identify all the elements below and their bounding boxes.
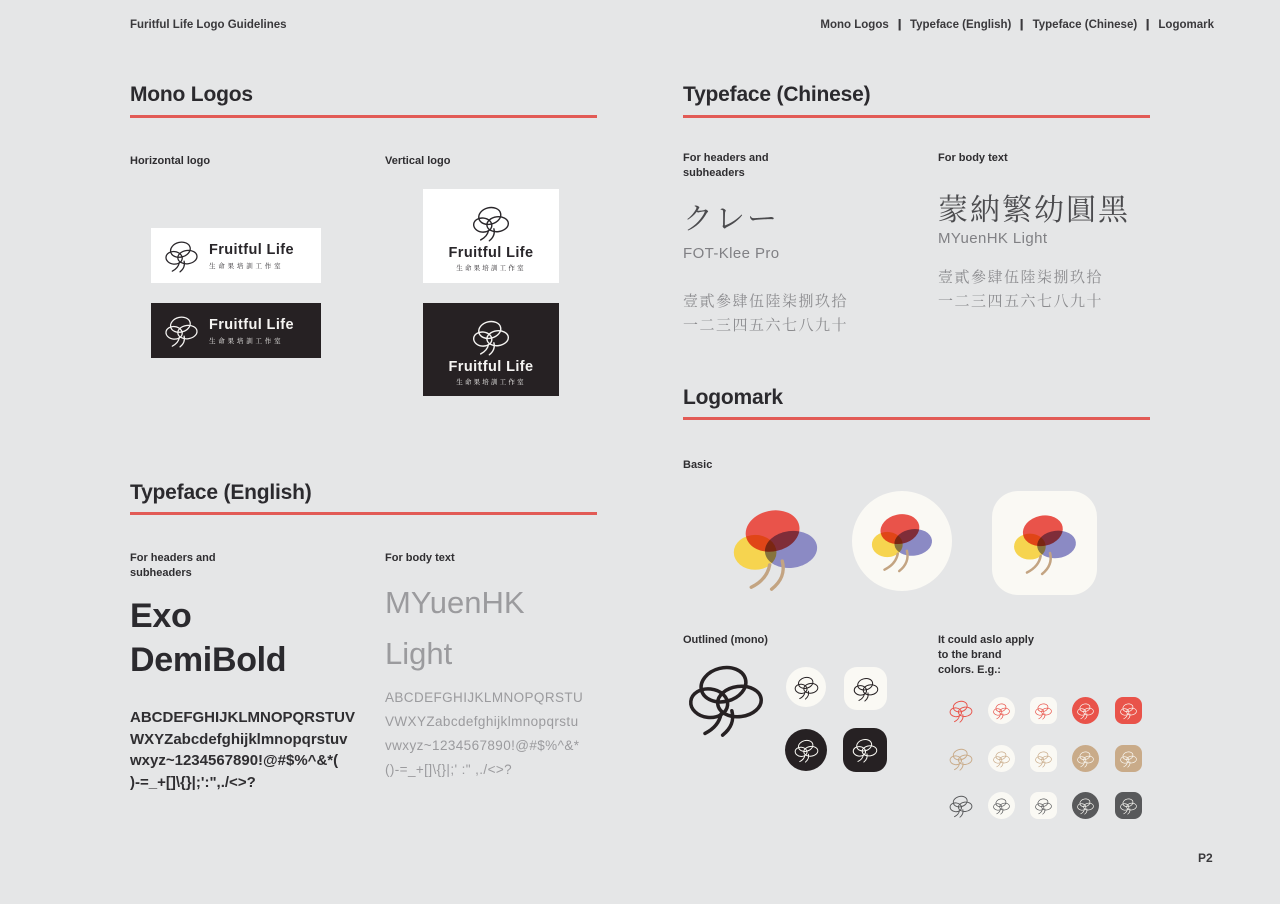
fruit-mark-icon	[793, 738, 820, 763]
chinese-body-sample: 蒙納繁幼圓黑	[938, 194, 1130, 227]
note-line: to the brand	[938, 649, 1002, 661]
wordmark: Fruitful Life	[209, 316, 294, 333]
fruit-logomark-outline-icon	[163, 239, 200, 273]
body-font-specimen	[385, 577, 525, 679]
charset-line: wxyz~1234567890!@#$%^&*(	[130, 752, 339, 769]
fruit-mark-icon	[852, 676, 880, 702]
nav-item-typeface-english[interactable]: Typeface (English)	[909, 19, 1012, 31]
section-title-typeface-chinese: Typeface (Chinese)	[683, 83, 871, 106]
body-usage-label: For body text	[938, 152, 1008, 164]
brand-badge	[1115, 792, 1142, 819]
label-line: subheaders	[683, 167, 745, 179]
body-font-charset	[385, 686, 615, 782]
section-title-mono-logos: Mono Logos	[130, 83, 253, 106]
charset-line: vwxyz~1234567890!@#$%^&*	[385, 738, 580, 753]
page-number: P2	[1198, 851, 1213, 865]
charset-line: )-=_+[]\{}|;':",./<>?	[130, 773, 256, 791]
charset-line: WXYZabcdefghijklmnopqrstuv	[130, 730, 348, 748]
section-title-typeface-english: Typeface (English)	[130, 481, 312, 504]
section-rule	[130, 512, 597, 515]
numerals-line: 一二三四五六七八九十	[683, 317, 849, 334]
vertical-logo-label: Vertical logo	[385, 155, 451, 167]
brand-badge	[988, 792, 1015, 819]
fruit-logomark-color-icon	[867, 508, 937, 574]
top-nav	[820, 19, 1214, 31]
nav-separator: |	[897, 19, 902, 31]
brand-badge	[1030, 697, 1057, 724]
chinese-header-font-name: FOT-Klee Pro	[683, 245, 780, 262]
fruit-mark-icon	[992, 702, 1011, 720]
fruit-mark-icon	[1119, 797, 1138, 815]
fruit-logomark-outline-icon	[163, 314, 200, 348]
font-name-line: Exo	[130, 597, 192, 635]
brand-badge	[1115, 745, 1142, 772]
brand-badge	[1030, 792, 1057, 819]
fruit-logomark-color-icon	[727, 500, 824, 595]
body-usage-label: For body text	[385, 552, 455, 564]
chinese-body-numerals	[938, 266, 1103, 314]
brand-badge	[1072, 792, 1099, 819]
section-rule	[130, 115, 597, 118]
nav-separator: |	[1019, 19, 1025, 31]
font-name-line: MYuenHK	[385, 585, 525, 620]
header-font-charset	[130, 707, 380, 793]
section-rule	[683, 115, 1150, 118]
headers-usage-label	[683, 151, 769, 181]
fruit-mark-icon	[851, 737, 879, 763]
numerals-line: 壹貳參肆伍陸柒捌玖拾	[938, 269, 1104, 286]
wordmark: Fruitful Life	[209, 241, 294, 258]
font-name-line: DemiBold	[130, 641, 287, 679]
brand-badge	[947, 697, 974, 724]
basic-label: Basic	[683, 459, 713, 471]
wordmark: Fruitful Life	[448, 358, 534, 375]
fruit-mark-icon	[1119, 702, 1138, 720]
charset-line: ABCDEFGHIJKLMNOPQRSTUV	[130, 709, 356, 726]
doc-title: Furitful Life Logo Guidelines	[130, 19, 287, 31]
nav-item-mono-logos[interactable]: Mono Logos	[820, 19, 889, 31]
brand-colors-note	[938, 633, 1034, 678]
horizontal-lockup	[151, 228, 321, 283]
mono-badge	[786, 667, 826, 707]
charset-line: VWXYZabcdefghijklmnopqrstu	[385, 714, 579, 729]
vertical-logo-light-card	[423, 189, 559, 283]
wordmark: Fruitful Life	[448, 245, 534, 261]
nav-item-typeface-chinese[interactable]: Typeface (Chinese)	[1032, 19, 1138, 31]
brand-badge	[1115, 697, 1142, 724]
fruit-logomark-color-icon	[1009, 509, 1081, 577]
chinese-header-numerals	[683, 290, 848, 338]
fruit-mark-icon	[948, 794, 974, 818]
fruit-mark-icon	[992, 797, 1011, 815]
wordmark-block	[209, 242, 294, 270]
wordmark-chinese: 生命果培訓工作室	[456, 265, 526, 272]
fruit-mark-icon	[1076, 797, 1095, 815]
fruit-mark-icon	[1034, 797, 1053, 815]
fruit-logomark-outline-icon	[470, 318, 512, 356]
wordmark-block	[209, 317, 294, 345]
note-line: It could aslo apply	[938, 634, 1034, 646]
horizontal-logo-dark-card	[151, 303, 321, 358]
fruit-mark-icon	[1034, 750, 1053, 768]
nav-separator: |	[1145, 19, 1151, 31]
wordmark-chinese: 生命果培訓工作室	[209, 337, 284, 345]
font-name-line: Light	[385, 636, 453, 671]
outlined-label: Outlined (mono)	[683, 634, 768, 646]
brand-badge	[988, 745, 1015, 772]
brand-badge	[947, 745, 974, 772]
header-font-specimen	[130, 594, 286, 682]
nav-item-logomark[interactable]: Logomark	[1158, 19, 1214, 31]
section-title-logomark: Logomark	[683, 386, 783, 409]
fruit-logomark-outline-icon	[470, 204, 512, 242]
numerals-line: 一二三四五六七八九十	[938, 293, 1104, 310]
fruit-mark-icon	[1076, 750, 1095, 768]
headers-usage-label	[130, 551, 216, 581]
label-line: For headers and	[130, 552, 216, 564]
brand-badge	[1072, 697, 1099, 724]
brand-badge	[1072, 745, 1099, 772]
fruit-mark-icon	[1034, 702, 1053, 720]
chinese-header-sample: クレー	[683, 203, 779, 236]
fruit-mark-icon	[1076, 702, 1095, 720]
horizontal-logo-label: Horizontal logo	[130, 155, 211, 167]
vertical-lockup	[423, 303, 559, 396]
numerals-line: 壹貳參肆伍陸柒捌玖拾	[683, 293, 849, 310]
logomark-square-container	[992, 491, 1097, 595]
chinese-body-font-name: MYuenHK Light	[938, 230, 1048, 247]
vertical-lockup	[423, 189, 559, 283]
logomark-circle-container	[852, 491, 952, 591]
wordmark-chinese: 生命果培訓工作室	[209, 262, 284, 270]
mono-badge	[785, 729, 827, 771]
fruit-mark-icon	[948, 747, 974, 771]
note-line: colors. E.g.:	[938, 664, 1001, 676]
fruit-mark-icon	[948, 699, 974, 723]
label-line: subheaders	[130, 567, 192, 579]
brand-badge	[1030, 745, 1057, 772]
fruit-mark-icon	[1119, 750, 1138, 768]
fruit-logomark-outline-large-icon	[684, 656, 768, 742]
horizontal-logo-light-card	[151, 228, 321, 283]
horizontal-lockup	[151, 303, 321, 358]
brand-badge	[947, 792, 974, 819]
vertical-logo-dark-card	[423, 303, 559, 396]
fruit-mark-icon	[793, 675, 820, 700]
mono-badge	[843, 728, 887, 772]
fruit-mark-icon	[992, 750, 1011, 768]
wordmark-chinese: 生命果培訓工作室	[456, 378, 526, 386]
section-rule	[683, 417, 1150, 420]
charset-line: ABCDEFGHIJKLMNOPQRSTU	[385, 690, 584, 705]
label-line: For headers and	[683, 152, 769, 164]
brand-badge	[988, 697, 1015, 724]
charset-line: ()-=_+[]\{}|;' :" ,./<>?	[385, 762, 513, 777]
mono-badge	[844, 667, 887, 710]
